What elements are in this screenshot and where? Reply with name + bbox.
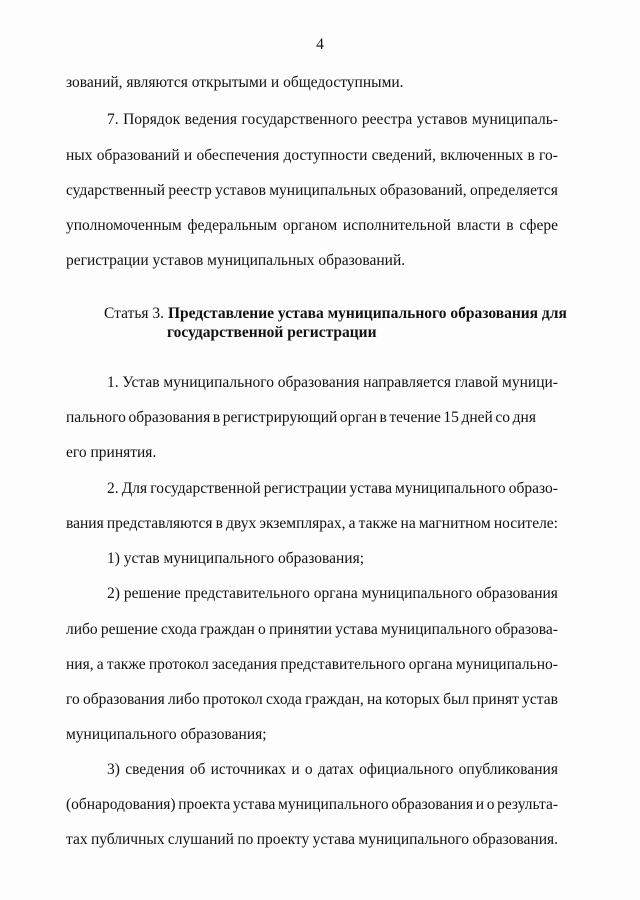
word: магнитном [418,515,491,532]
word: представляются [106,515,213,532]
word: а [348,515,356,532]
word: либо [167,691,200,708]
word: в [527,147,535,164]
word: го [66,691,80,708]
word: муниципального [380,621,492,638]
list-item-1: 1) устав муниципального образования; [107,550,365,567]
word: сведения [125,761,185,778]
word: федеральным [187,217,278,234]
word: пального [66,409,126,426]
paragraph-7-line-4 [66,216,558,236]
word: Устав [122,374,160,391]
word: направляется [363,374,452,391]
word: образования [476,585,558,602]
word: устава [335,621,378,638]
word: решение [123,585,181,602]
word: реестр [168,182,212,199]
word: и [183,147,193,164]
word: муниципального [278,796,389,813]
word: государственного [241,111,358,128]
list-item-3-line-1 [107,760,558,780]
list-item-2-line-1 [107,584,558,604]
word: публичных [90,831,165,848]
word: власти [456,217,501,234]
word: тах [66,831,88,848]
word: муниципаль- [471,111,558,128]
word: образования [391,796,474,813]
word: образований [96,147,180,164]
word: образований, [379,182,467,199]
word: слушаний [167,831,234,848]
list-item-2-line-3 [66,655,558,675]
paragraph-7-line-5: регистрации уставов муниципальных образований. [66,252,406,269]
word: регистрации [263,480,347,497]
word: регистрирующий [222,409,338,426]
word: ведения [184,111,237,128]
word: граждан, [305,691,364,708]
word: граждан [200,621,255,638]
word: ния, [66,656,94,673]
word: в [212,409,221,426]
word: носителе: [493,515,558,532]
word: со [495,409,511,426]
word: исполнительной [342,217,452,234]
word: устава [349,480,392,497]
word: представительного [184,585,310,602]
word: на [366,691,383,708]
word: обеспечения [196,147,280,164]
word: протокол [148,656,209,673]
word: проекту [256,831,310,848]
word: уставов [416,111,468,128]
word: муници- [502,374,558,391]
word: муниципального [395,480,506,497]
section-1-line-3: его принятия. [66,444,157,461]
word: определяется [469,182,558,199]
word: был [443,691,470,708]
page-number: 4 [316,36,324,53]
word: устава [312,831,356,848]
word: муниципальных [269,182,377,199]
word: датах [317,761,354,778]
word: по [237,831,254,848]
section-1-line-1 [107,373,558,393]
word: органом [282,217,338,234]
word: устава [232,796,276,813]
article-title-line-1: Представление устава муниципального образования для [167,305,567,322]
article-label: Статья 3. [104,305,165,322]
list-item-3-line-2 [66,795,558,815]
word: 15 [443,409,459,426]
word: образования [277,374,360,391]
word: образо- [508,480,558,497]
word: либо [66,621,98,638]
paragraph-7-line-2 [66,146,558,166]
word: Порядок [123,111,181,128]
word: муниципального [361,585,473,602]
word: муниципального [358,831,470,848]
list-item-2-line-2 [66,620,558,640]
word: о [258,621,266,638]
paragraph-7-line-3 [66,181,558,201]
word: вания [66,515,104,532]
word: также [358,515,398,532]
word: схода [265,691,302,708]
word: экземплярах, [259,515,346,532]
word: муниципального [163,374,274,391]
word: в [506,217,514,234]
word: в [379,409,387,426]
word: официального [359,761,454,778]
article-title-line-2: государственной регистрации [167,324,377,341]
word: о [304,761,313,778]
section-2-line-1 [107,479,558,499]
word: 1. [107,374,119,391]
word: в [215,515,223,532]
list-item-3-line-3 [66,830,558,850]
word: реестра [361,111,413,128]
word: дней [461,409,493,426]
word: принят [472,691,519,708]
word: уставов [215,182,266,199]
word: главой [454,374,499,391]
word: проекта [178,796,231,813]
word: представительного [280,656,406,673]
word: 2. [107,480,119,497]
word: результа- [497,796,558,813]
word: принятии [268,621,333,638]
word: опубликования [458,761,558,778]
word: течение [389,409,441,426]
word: 3) [107,761,120,778]
word: схода [160,621,197,638]
paragraph-7-line-1 [107,110,558,130]
word: ных [66,147,93,164]
section-2-line-2 [66,514,558,534]
word: решение [100,621,158,638]
list-item-2-line-5: муниципального образования; [66,726,267,743]
word: образования [82,691,165,708]
word: которых [385,691,440,708]
word: и [291,761,300,778]
word: источниках [210,761,287,778]
word: и [475,796,485,813]
word: об [189,761,206,778]
word: сударственный [66,182,166,199]
word: образования. [472,831,558,848]
word: доступности [283,147,368,164]
word: Для [121,480,148,497]
word: образования [128,409,211,426]
word: включенных [440,147,524,164]
word: а [96,656,104,673]
word: 2) [107,585,120,602]
list-item-2-line-4 [66,690,558,710]
word: органа [408,656,453,673]
word: 7. [107,111,119,128]
word: устав [522,691,558,708]
section-1-line-2 [66,408,536,428]
word: дня [512,409,536,426]
word: го- [539,147,558,164]
word: также [106,656,146,673]
word: на [400,515,416,532]
word: органа [313,585,358,602]
text-line: зований, являются открытыми и общедоступными. [66,74,404,91]
word: двух [226,515,257,532]
word: государственной [150,480,261,497]
article-heading [104,304,567,324]
word: протокол [202,691,263,708]
word: орган [339,409,377,426]
word: образова- [494,621,558,638]
word: сфере [519,217,558,234]
word: уполномоченным [66,217,182,234]
word: заседания [211,656,278,673]
word: сведений, [371,147,436,164]
word: о [486,796,495,813]
word: муниципально- [455,656,558,673]
word: (обнародования) [66,796,176,813]
